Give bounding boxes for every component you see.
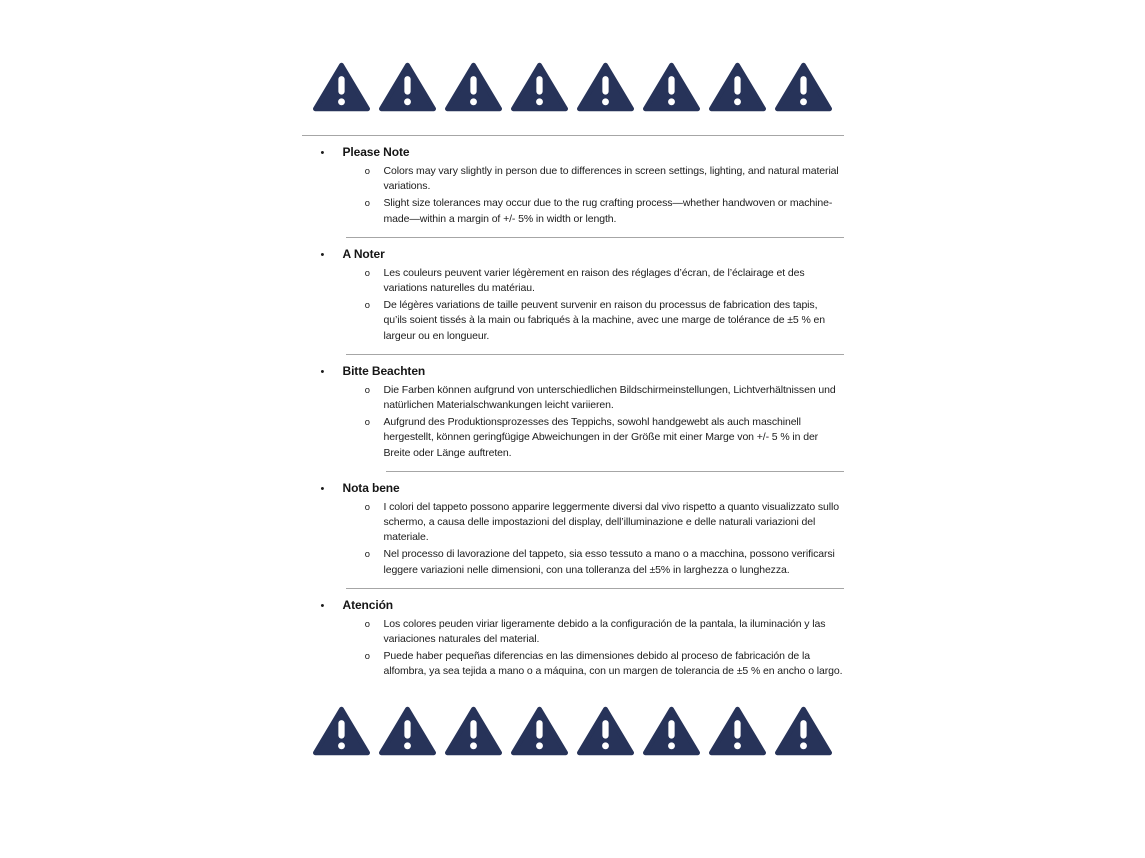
warning-triangle-icon: [577, 62, 634, 112]
section-heading-row: [302, 597, 844, 614]
section-heading: Nota bene: [342, 480, 400, 495]
warning-triangle-icon: [379, 62, 436, 112]
warning-triangle-icon: [445, 706, 502, 756]
sub-bullet-icon: o: [364, 300, 371, 312]
section-heading: Bitte Beachten: [342, 363, 426, 378]
warning-triangle-icon: [511, 62, 568, 112]
section-bitte-beachten: [302, 355, 844, 471]
sub-bullet-icon: o: [364, 384, 371, 396]
sub-bullet-icon: o: [364, 417, 371, 429]
section-heading-row: [302, 480, 844, 497]
sub-bullet-icon: o: [364, 651, 371, 663]
sub-bullet-icon: o: [364, 198, 371, 210]
warning-triangle-icon: [643, 706, 700, 756]
page-content: [302, 0, 844, 756]
section-atencion: [302, 589, 844, 690]
list-item: [302, 266, 844, 296]
warning-triangle-icon: [511, 706, 568, 756]
sub-bullet-icon: o: [364, 501, 371, 513]
warning-triangle-icon: [445, 62, 502, 112]
sub-bullet-icon: o: [364, 267, 371, 279]
list-item: [302, 500, 844, 546]
warning-triangle-row-top: [302, 62, 844, 112]
list-item: [302, 617, 844, 647]
warning-triangle-icon: [775, 62, 832, 112]
sub-bullet-icon: o: [364, 166, 371, 177]
section-heading-row: [302, 144, 844, 161]
warning-triangle-icon: [313, 62, 370, 112]
list-item: [302, 164, 844, 194]
note-text: Puede haber pequeñas diferencias en las dimensiones debido al proceso de fabricación de la alfombra, ya sea tejida a mano o a máquina, con un margen de tolerancia de ±5 % en ancho o largo.: [383, 650, 843, 678]
list-item: [302, 196, 844, 226]
section-nota-bene: [302, 472, 844, 588]
list-item: [302, 298, 844, 344]
sub-bullet-icon: o: [364, 549, 371, 561]
bullet-icon: •: [320, 365, 325, 378]
list-item: [302, 383, 844, 413]
warning-triangle-icon: [709, 62, 766, 112]
note-text: Die Farben können aufgrund von unterschiedlichen Bildschirmeinstellungen, Lichtverhältnissen und natürlichen Materialschwankungen leicht variieren.: [383, 383, 836, 412]
bullet-icon: •: [320, 248, 325, 261]
note-text: De légères variations de taille peuvent survenir en raison du processus de fabrication des tapis, qu’ils soient tissés à la main ou fabriqués à la machine, avec une marge de tolérance de ±5 % en largeur ou en longueur.: [383, 299, 826, 342]
warning-triangle-icon: [379, 706, 436, 756]
section-heading-row: [302, 363, 844, 380]
note-text: Slight size tolerances may occur due to the rug crafting process—whether handwoven or machine-made—within a margin of +/- 5% in width or length.: [383, 197, 833, 225]
bullet-icon: •: [320, 482, 325, 495]
note-text: Los colores peuden viriar ligeramente debido a la configuración de la pantala, la iluminación y las variaciones naturales del material.: [383, 617, 826, 646]
note-text: Colors may vary slightly in person due to differences in screen settings, lighting, and natural material variations.: [383, 165, 839, 193]
bullet-icon: •: [320, 599, 325, 612]
section-a-noter: [302, 238, 844, 354]
warning-triangle-icon: [577, 706, 634, 756]
section-heading-row: [302, 246, 844, 263]
section-heading: A Noter: [342, 246, 385, 261]
section-heading: Atención: [342, 597, 394, 612]
warning-triangle-icon: [775, 706, 832, 756]
warning-triangle-icon: [643, 62, 700, 112]
warning-triangle-icon: [709, 706, 766, 756]
list-item: [302, 547, 844, 577]
sub-bullet-icon: o: [364, 618, 371, 630]
note-text: I colori del tappeto possono apparire leggermente diversi dal vivo rispetto a quanto visualizzato sullo schermo, a causa delle impostazioni del display, dell’illuminazione e delle naturali variazioni del materiale.: [383, 500, 839, 544]
warning-triangle-row-bottom: [302, 706, 844, 756]
note-text: Nel processo di lavorazione del tappeto, sia esso tessuto a mano o a macchina, possono verificarsi leggere variazioni nelle dimensioni, con una tolleranza del ±5% in larghezza o lunghezza.: [383, 548, 835, 576]
section-please-note: [302, 136, 844, 237]
section-heading: Please Note: [342, 145, 410, 159]
warning-triangle-icon: [313, 706, 370, 756]
note-text: Les couleurs peuvent varier légèrement en raison des réglages d’écran, de l’éclairage et des variations naturelles du matériau.: [383, 266, 805, 295]
bullet-icon: •: [320, 147, 325, 159]
list-item: [302, 415, 844, 461]
list-item: [302, 649, 844, 679]
note-text: Aufgrund des Produktionsprozesses des Teppichs, sowohl handgewebt als auch maschinell hergestellt, können geringfügige Abweichungen in der Größe mit einer Marge von +/- 5 % in der Breite oder Länge auftreten.: [383, 416, 819, 459]
